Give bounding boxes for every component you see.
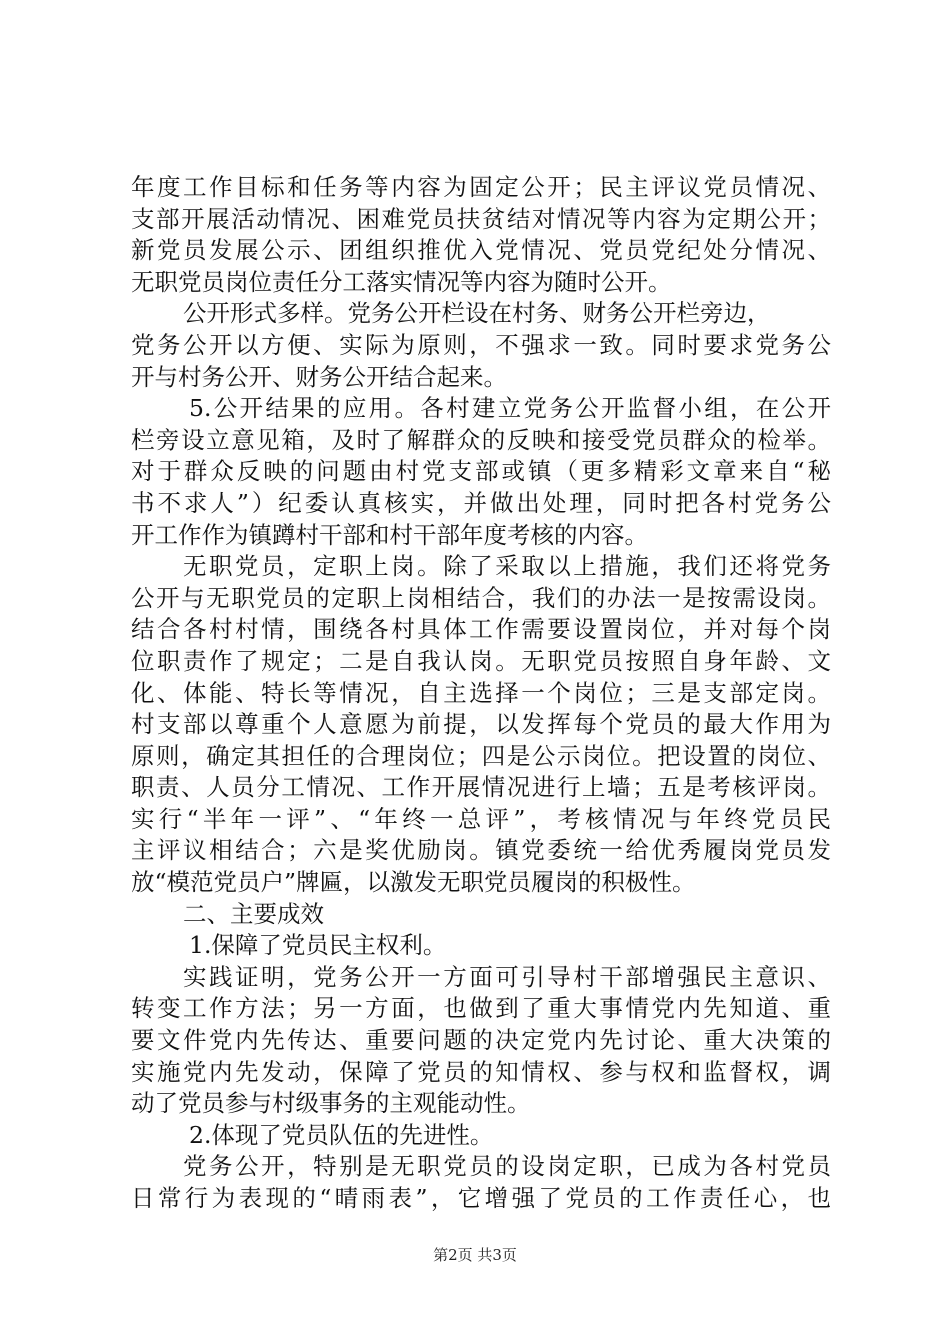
text-line: 书不求人”）纪委认真核实，并做出处理，同时把各村党务公 [131,488,831,517]
text-line: 公开与无职党员的定职上岗相结合，我们的办法一是按需设岗。 [131,583,831,612]
text-line: 无职党员，定职上岗。除了采取以上措施，我们还将党务 [183,552,831,581]
text-line: 栏旁设立意见箱，及时了解群众的反映和接受党员群众的检举。 [131,425,831,454]
document-body [131,172,831,1215]
text-line: 化、体能、特长等情况，自主选择一个岗位；三是支部定岗。 [131,678,831,707]
text-line: 结合各村村情，围绕各村具体工作需要设置岗位，并对每个岗 [131,615,831,644]
text-line: 2.体现了党员队伍的先进性。 [189,1120,494,1149]
text-line: 公开形式多样。党务公开栏设在村务、财务公开栏旁边， [183,299,771,328]
text-line: 开与村务公开、财务公开结合起来。 [131,362,507,391]
text-line: 职责、人员分工情况、工作开展情况进行上墙；五是考核评岗。 [131,773,831,802]
text-line: 党务公开以方便、实际为原则，不强求一致。同时要求党务公 [131,330,831,359]
text-line: 1.保障了党员民主权利。 [189,931,447,960]
text-line: 党务公开，特别是无职党员的设岗定职，已成为各村党员 [183,1152,831,1181]
text-line: 主评议相结合；六是奖优励岗。镇党委统一给优秀履岗党员发 [131,836,831,865]
text-line: 原则，确定其担任的合理岗位；四是公示岗位。把设置的岗位、 [131,741,831,770]
text-line: 支部开展活动情况、困难党员扶贫结对情况等内容为定期公开； [131,204,831,233]
text-line: 放“模范党员户”牌匾，以激发无职党员履岗的积极性。 [131,868,696,897]
text-line: 实施党内先发动，保障了党员的知情权、参与权和监督权，调 [131,1057,831,1086]
text-line: 转变工作方法；另一方面，也做到了重大事情党内先知道、重 [131,994,831,1023]
text-line: 新党员发展公示、团组织推优入党情况、党员党纪处分情况、 [131,236,831,265]
text-line: 动了党员参与村级事务的主观能动性。 [131,1089,531,1118]
page-footer: 第2页 共3页 [433,1246,517,1264]
text-line: 实践证明，党务公开一方面可引导村干部增强民主意识、 [183,962,831,991]
text-line: 二、主要成效 [183,899,324,928]
text-line: 村支部以尊重个人意愿为前提，以发挥每个党员的最大作用为 [131,710,831,739]
text-line: 5.公开结果的应用。各村建立党务公开监督小组，在公开 [189,394,831,423]
text-line: 年度工作目标和任务等内容为固定公开；民主评议党员情况、 [131,173,831,201]
text-line: 实行“半年一评”、“年终一总评”，考核情况与年终党员民 [131,804,831,833]
text-line: 位职责作了规定；二是自我认岗。无职党员按照自身年龄、文 [131,646,831,675]
text-line: 开工作作为镇蹲村干部和村干部年度考核的内容。 [131,520,648,549]
text-line: 无职党员岗位责任分工落实情况等内容为随时公开。 [131,267,672,296]
text-line: 日常行为表现的“晴雨表”，它增强了党员的工作责任心，也 [131,1184,831,1212]
text-line: 要文件党内先传达、重要问题的决定党内先讨论、重大决策的 [131,1026,831,1055]
text-line: 对于群众反映的问题由村党支部或镇（更多精彩文章来自“秘 [131,457,831,486]
